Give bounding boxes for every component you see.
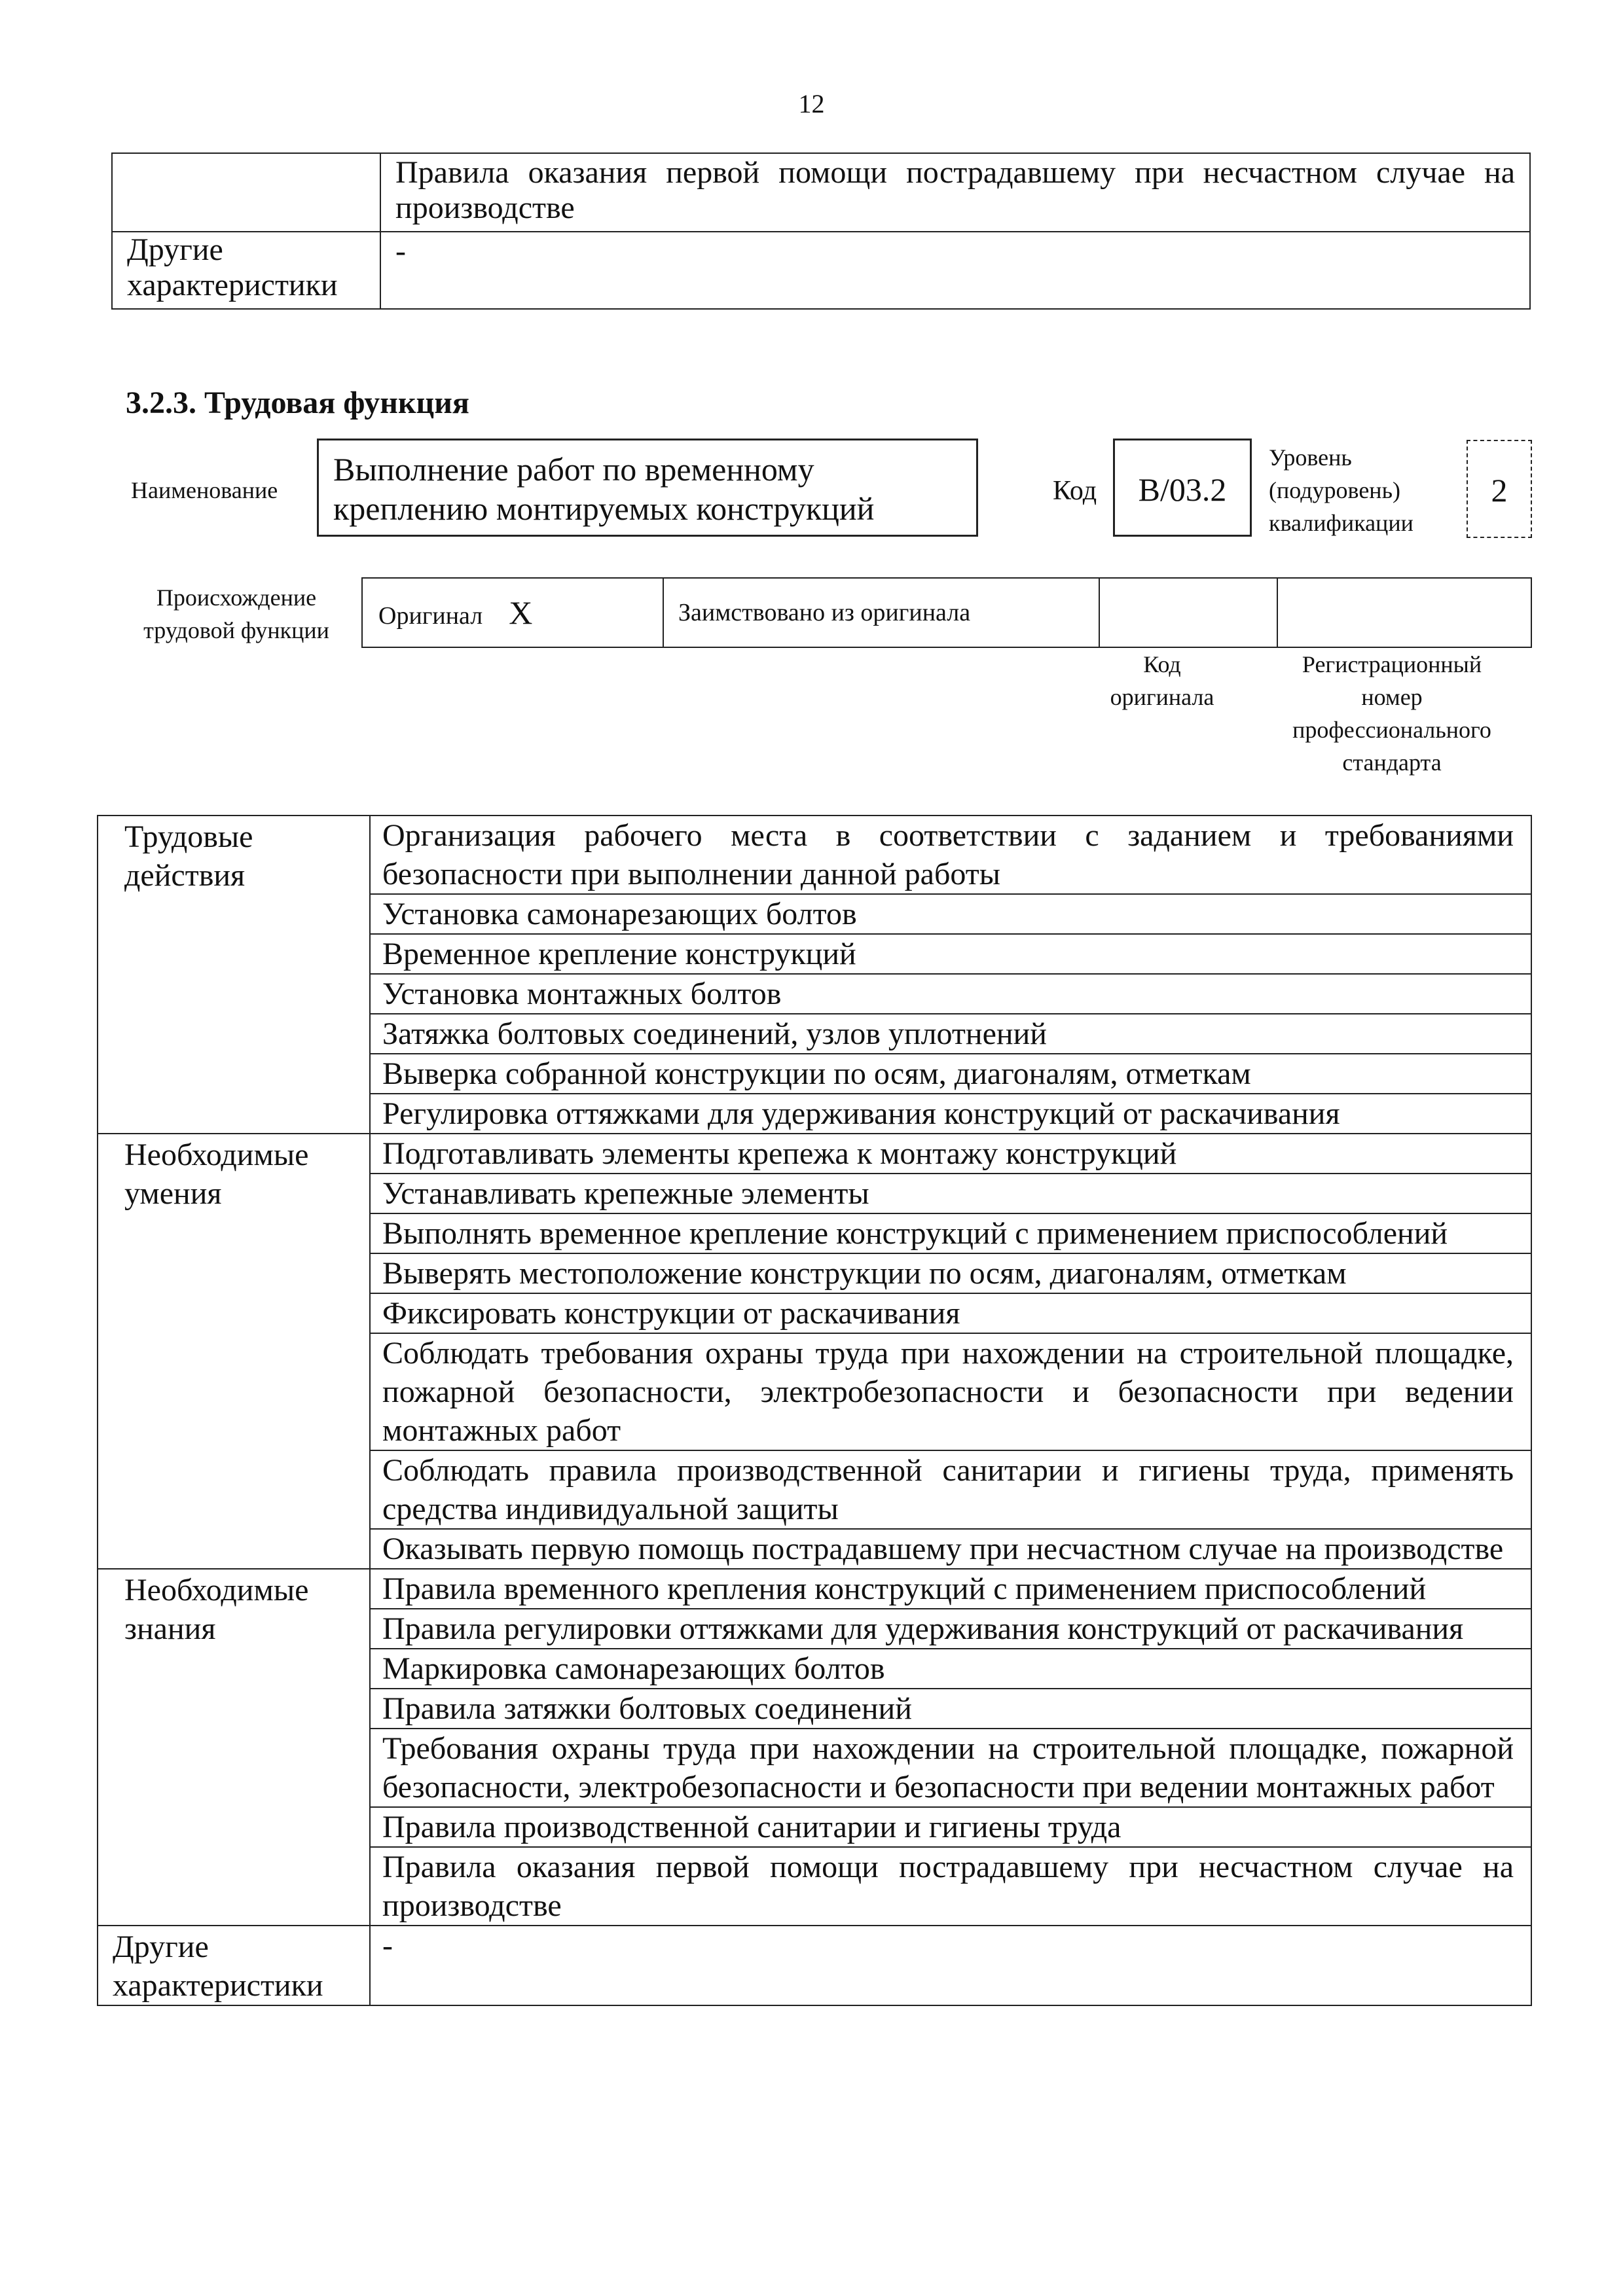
caption-line: номер	[1361, 684, 1423, 710]
labor-action-item: Выверка собранной конструкции по осям, диагоналям, отметкам	[370, 1054, 1531, 1094]
knowledge-item: Правила затяжки болтовых соединений	[370, 1689, 1531, 1729]
label-line: квалификации	[1269, 510, 1413, 536]
qualification-level-label	[1269, 441, 1413, 539]
label-line: знания	[124, 1611, 216, 1646]
label-line: Другие	[113, 1929, 209, 1964]
knowledge-label	[98, 1569, 370, 1926]
skill-item: Соблюдать требования охраны труда при нахождении на строительной площадке, пожарной безопасности, электробезопасности и безопасности при ведении монтажных работ	[370, 1333, 1531, 1450]
label-line: Другие	[127, 232, 223, 267]
page-number: 12	[798, 89, 825, 118]
other-characteristics-value: -	[380, 232, 1530, 309]
original-mark: X	[509, 594, 533, 631]
labor-action-item: Организация рабочего места в соответствии с заданием и требованиями безопасности при выполнении данной работы	[370, 816, 1531, 894]
knowledge-item: Правила регулировки оттяжками для удерживания конструкций от раскачивания	[370, 1609, 1531, 1649]
skill-item: Фиксировать конструкции от раскачивания	[370, 1293, 1531, 1333]
registration-number-cell	[1277, 578, 1531, 647]
labor-actions-label	[98, 816, 370, 1134]
labor-action-item: Затяжка болтовых соединений, узлов уплотнений	[370, 1014, 1531, 1054]
knowledge-item: Маркировка самонарезающих болтов	[370, 1649, 1531, 1689]
other-characteristics-label	[98, 1926, 370, 2005]
function-name-line: креплению монтируемых конструкций	[333, 490, 875, 527]
code-value: B/03.2	[1113, 439, 1252, 537]
empty-label-cell	[112, 153, 380, 232]
origin-label	[122, 581, 351, 647]
labor-action-item: Установка монтажных болтов	[370, 974, 1531, 1014]
labor-function-table	[97, 815, 1532, 2006]
function-name-box	[317, 439, 978, 537]
label-line: (подуровень)	[1269, 477, 1400, 503]
original-code-cell	[1099, 578, 1277, 647]
caption-line: профессионального	[1292, 717, 1491, 743]
caption-line: Регистрационный	[1302, 651, 1482, 677]
label-line: умения	[124, 1176, 222, 1211]
origin-table	[361, 577, 1532, 648]
skill-item: Оказывать первую помощь пострадавшему при несчастном случае на производстве	[370, 1529, 1531, 1569]
registration-number-caption	[1252, 648, 1532, 779]
original-cell	[362, 578, 663, 647]
caption-line: стандарта	[1342, 749, 1442, 776]
knowledge-item: Требования охраны труда при нахождении на строительной площадке, пожарной безопасности, электробезопасности и безопасности при ведении монтажных работ	[370, 1729, 1531, 1807]
function-name-line: Выполнение работ по временному	[333, 451, 814, 488]
label-line: Необходимые	[124, 1138, 309, 1172]
borrowed-cell: Заимствовано из оригинала	[663, 578, 1099, 647]
labor-action-item: Регулировка оттяжками для удерживания конструкций от раскачивания	[370, 1094, 1531, 1134]
other-characteristics-label	[112, 232, 380, 309]
skill-item: Выполнять временное крепление конструкций с применением приспособлений	[370, 1213, 1531, 1253]
original-code-caption	[1074, 648, 1250, 713]
label-line: Уровень	[1269, 444, 1352, 471]
section-title: 3.2.3. Трудовая функция	[126, 386, 469, 420]
label-line: Происхождение	[156, 584, 317, 611]
skill-item: Выверять местоположение конструкции по осям, диагоналям, отметкам	[370, 1253, 1531, 1293]
other-characteristics-value: -	[370, 1926, 1531, 2005]
original-label: Оригинал	[378, 602, 483, 630]
knowledge-item: Правила производственной санитарии и гигиены труда	[370, 1807, 1531, 1847]
caption-line: Код	[1143, 651, 1181, 677]
qualification-level-value: 2	[1467, 440, 1532, 538]
label-line: Необходимые	[124, 1573, 309, 1607]
labor-action-item: Установка самонарезающих болтов	[370, 894, 1531, 934]
label-line: действия	[124, 858, 246, 893]
knowledge-item: Правила временного крепления конструкций с применением приспособлений	[370, 1569, 1531, 1609]
label-line: характеристики	[113, 1968, 323, 2003]
knowledge-item: Правила оказания первой помощи пострадавшему при несчастном случае на производстве	[380, 153, 1530, 232]
skills-label	[98, 1134, 370, 1569]
label-line: Трудовые	[124, 819, 253, 854]
previous-function-table-tail	[111, 152, 1531, 310]
knowledge-item: Правила оказания первой помощи пострадавшему при несчастном случае на производстве	[370, 1847, 1531, 1926]
labor-action-item: Временное крепление конструкций	[370, 934, 1531, 974]
caption-line: оригинала	[1110, 684, 1214, 710]
skill-item: Соблюдать правила производственной санитарии и гигиены труда, применять средства индивидуальной защиты	[370, 1450, 1531, 1529]
label-line: трудовой функции	[143, 617, 329, 643]
name-label: Наименование	[131, 477, 278, 503]
label-line: характеристики	[127, 268, 338, 302]
skill-item: Подготавливать элементы крепежа к монтажу конструкций	[370, 1134, 1531, 1174]
code-label: Код	[1053, 476, 1097, 506]
skill-item: Устанавливать крепежные элементы	[370, 1174, 1531, 1213]
